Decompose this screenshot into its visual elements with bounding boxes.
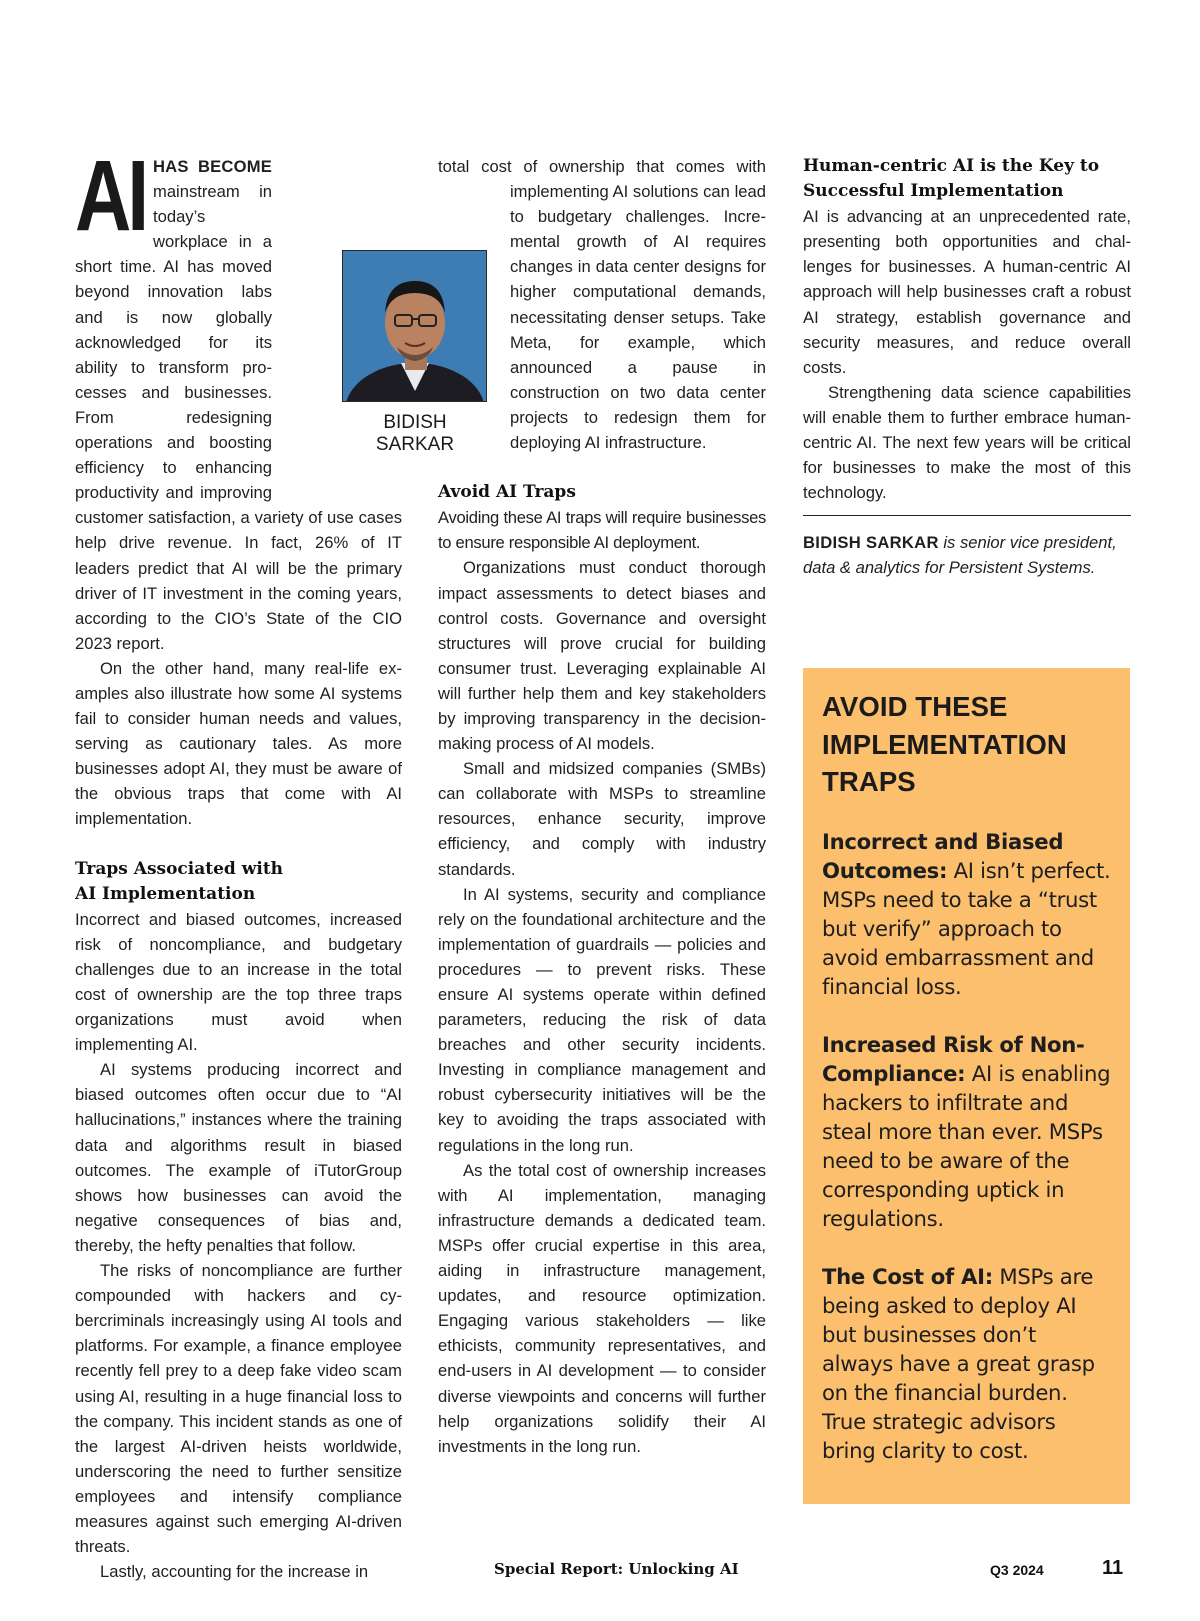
sidebar-box <box>803 668 1130 1504</box>
article-column-2 <box>438 154 766 1459</box>
paragraph: The risks of noncompliance are further compounded with hackers and cybercriminals increasingly using AI tools and platforms. For example, a finance employee recently fell prey to a deep fake video scam using AI, resulting in a huge financial loss to the company. This incident stands as one of the largest AI-driven heists worldwide, underscoring the need to further sensitize employees and intensify compliance measures against such emerging AI-driven threats. <box>75 1261 402 1557</box>
lead-caps: HAS BECOME <box>153 157 272 176</box>
sidebar-item: Increased Risk of Non-Compliance: AI is enabling hackers to infiltrate and steal more than ever. MSPs need to be aware of the corresponding uptick in regulations. <box>822 1031 1111 1231</box>
page-number: 11 <box>1102 1557 1124 1579</box>
paragraph: total cost of ownership that comes with implementing AI solutions can lead to budgetary challenges. Incremental growth of AI requires changes in data center designs for higher computational demands, necessitating denser setups. Take Meta, for example, which announced a pause in construction on two data center projects to redesign them for deploying AI infrastructure. <box>438 157 766 453</box>
paragraph: As the total cost of ownership increases with AI implementation, managing infrastructure demands a dedicated team. MSPs offer crucial expertise in this area, aiding in infrastructure management, updates, and resource optimization. Engaging various stakeholders — like ethicists, community representatives, and end-users in AI development — to consider diverse viewpoints and concerns will further help organizations solidify their AI investments in the long run. <box>438 1160 766 1456</box>
drop-cap: AI <box>75 140 146 252</box>
subheading-avoid: Avoid AI Traps <box>438 482 576 503</box>
paragraph: Incorrect and biased outcomes, increased risk of noncompliance, and budgetary challenges due to an increase in the total cost of ownership are the top three traps organizations must avoid when implementing AI. <box>75 909 402 1055</box>
footer-section-title: Special Report: Unlocking AI <box>494 1560 739 1578</box>
paragraph: Small and midsized companies (SMBs) can collaborate with MSPs to streamline resources, enhance security, improve efficiency, and comply with industry standards. <box>438 759 766 879</box>
paragraph: Strengthening data science capabilities will enable them to further embrace human-centric AI. The next few years will be critical for businesses to make the most of this technology. <box>803 382 1131 503</box>
paragraph: Lastly, accounting for the increase in <box>100 1562 369 1582</box>
article-column-3 <box>803 154 1131 581</box>
sidebar-item: The Cost of AI: MSPs are being asked to deploy AI but businesses don’t always have a great grasp on the financial burden. True strategic advisors bring clarity to cost. <box>822 1263 1095 1463</box>
paragraph: Avoiding these AI traps will require businesses to ensure responsible AI deployment. <box>438 508 766 553</box>
footer-issue: Q3 2024 <box>990 1562 1044 1578</box>
byline-divider <box>803 515 1131 516</box>
paragraph: On the other hand, many real-life examples also illustrate how some AI systems fail to consider human needs and values, serving as cautionary tales. As more businesses adopt AI, they must be aware of the obvious traps that come with AI implementation. <box>75 658 402 829</box>
subheading-traps: Traps Associated with AI Implementation <box>75 858 284 904</box>
paragraph: Organizations must conduct thorough impact assessments to detect biases and control costs. Governance and oversight structures will prove crucial for building consumer trust. Leveraging explainable AI will further help them and key stakeholders by improving transparency in the decision-making process of AI models. <box>438 558 766 754</box>
paragraph: AI is advancing at an unprecedented rate, presenting both opportunities and challenges for businesses. A human-centric AI approach will help businesses craft a robust AI strategy, establish governance and security measures, and reduce overall costs. <box>803 207 1131 377</box>
paragraph: AI systems producing incorrect and biased outcomes often occur due to “AI hallucinations,” instances where the training data and algorithms result in biased outcomes. The example of iTutorGroup shows how businesses can avoid the negative consequences of bias and, thereby, the hefty penalties that follow. <box>75 1060 402 1255</box>
author-byline: BIDISH SARKAR is senior vice president, data & analytics for Persistent Systems. <box>803 533 1117 578</box>
sidebar-title: AVOID THESE IMPLEMENTATION TRAPS <box>822 691 1067 797</box>
subheading-human-centric: Human-centric AI is the Key to Successful Implementation <box>803 156 1100 202</box>
photo-caption: BIDISH SARKAR <box>375 412 455 455</box>
sidebar-item: Incorrect and Biased Outcomes: AI isn’t perfect. MSPs need to take a “trust but verify” approach to avoid embarrassment and financial loss. <box>822 828 1111 999</box>
photo-wrap-space <box>438 204 510 434</box>
lead-text: mainstream in today’s workplace in a short time. AI has moved beyond innovation labs and is now globally acknowledged for its ability to transform processes and businesses. From redesigning operations and boosting efficiency to enhancing productivity and improving customer satisfaction, a variety of use cases help drive revenue. In fact, 26% of IT leaders predict that AI will be the primary driver of IT investment in the coming years, according to the CIO’s State of the CIO 2023 report. <box>75 182 402 653</box>
paragraph: In AI systems, security and compliance rely on the foundational architecture and the implementation of guardrails — policies and procedures — to prevent risks. These ensure AI systems operate within defined parameters, reducing the risk of data breaches and other security incidents. Investing in compliance management and robust cybersecurity initiatives will be the key to avoiding the traps associated with regulations in the long run. <box>438 884 766 1155</box>
